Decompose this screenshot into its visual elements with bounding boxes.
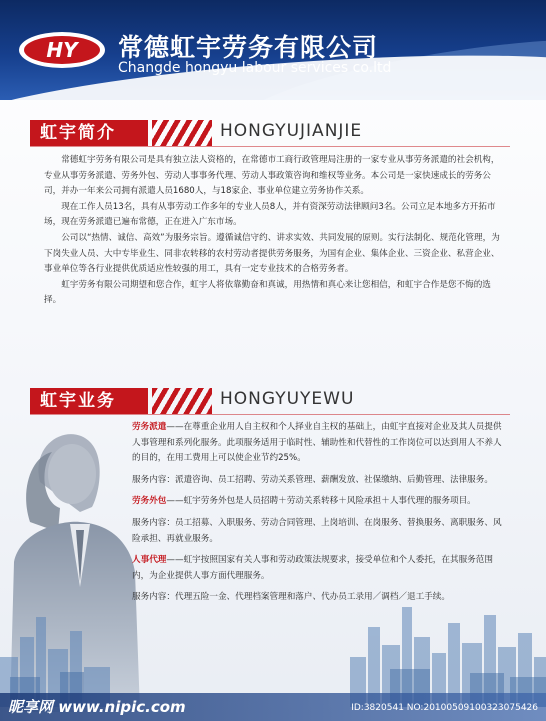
intro-paragraph: 虹宇劳务有限公司期望和您合作，虹宇人将依靠勤奋和真诚，用热情和真心来让您相信，和虹宇合作是您不悔的选择。	[44, 279, 491, 306]
stripes-decoration-icon	[152, 120, 212, 146]
business-item-title: 劳务外包	[132, 496, 167, 507]
business-tag: 虹宇业务	[30, 388, 148, 414]
business-text	[132, 420, 510, 606]
intro-paragraph: 常德虹宇劳务有限公司是具有独立法人资格的，在常德市工商行政管理局注册的一家专业从事劳务派遣的社会机构，专业从事劳务派遣、劳务外包、劳动人事事务代理、劳动人事政策咨询和维权等业务。本公司是一家快速成长的劳务公司，并办一年来公司拥有派遣人员1680人，与18家企、事业单位建立劳务协作关系。	[44, 155, 500, 197]
business-pinyin: HONGYUYEWU	[220, 389, 355, 409]
stripes-decoration-icon	[152, 388, 212, 414]
footer-bar	[0, 693, 546, 721]
company-name-en: Changde hongyu labour services co.ltd	[118, 60, 392, 76]
business-item-content: 服务内容：派遣咨询、员工招聘、劳动关系管理、薪酬发放、社保缴纳、后勤管理、法律服务。	[132, 474, 493, 485]
intro-text	[44, 153, 504, 309]
business-item-desc: 劳务外包——虹宇劳务外包是人员招聘＋劳动关系转移＋风险承担＋人事代理的服务项目。	[132, 496, 476, 507]
intro-pinyin: HONGYUJIANJIE	[220, 121, 363, 141]
hy-logo-icon	[18, 30, 106, 70]
company-name-cn: 常德虹宇劳务有限公司	[118, 33, 379, 62]
intro-tag: 虹宇简介	[30, 120, 148, 146]
business-item-content: 服务内容：代理五险一金、代理档案管理和落户、代办员工录用／调档／退工手续。	[132, 592, 450, 603]
image-id-text: ID:3820541 NO:20100509100323075426	[351, 703, 538, 713]
business-item-desc: 人事代理——虹宇按照国家有关人事和劳动政策法规要求，接受单位和个人委托，在其服务范围内，为企业提供人事方面代理服务。	[132, 555, 493, 581]
intro-section-header	[30, 120, 520, 148]
business-item-title: 人事代理	[132, 555, 167, 566]
business-item-content: 服务内容：员工招募、入职服务、劳动合同管理、上岗培训、在岗服务、替换服务、离职服务、风险承担、再就业服务。	[132, 517, 502, 544]
logo-text: HY	[46, 38, 78, 62]
intro-paragraph: 现在工作人员13名，具有从事劳动工作多年的专业人员8人，并有资深劳动法律顾问3名。公司立足本地多方开拓市场，现在劳务派遣已遍布常德，正在进入广东市场。	[44, 201, 496, 228]
business-item-desc: 劳务派遣——在尊重企业用人自主权和个人择业自主权的基础上，由虹宇直接对企业及其人员提供人事管理和系列化服务。此项服务适用于临时性、辅助性和代替性的工作岗位可以达到用人不养人的目的，在用工费用上可以使企业节约25%。	[132, 422, 502, 464]
city-skyline-image	[0, 587, 546, 707]
business-item-title: 劳务派遣	[132, 422, 167, 432]
divider	[30, 146, 510, 147]
watermark-text: 昵享网 www.nipic.com	[8, 698, 186, 716]
header-banner	[0, 0, 546, 100]
intro-paragraph: 公司以“热情、诚信、高效”为服务宗旨。遵循诚信守约、讲求实效、共同发展的原则。实行法制化、规范化管理，为下岗失业人员、大中专毕业生、同非农转移的农村劳动者提供劳务服务，为国有企业、集体企业、三资企业、私营企业、事业单位等各行业提供优质适应性较强的用工，具有一定专业技术的合格劳务者。	[44, 232, 500, 275]
